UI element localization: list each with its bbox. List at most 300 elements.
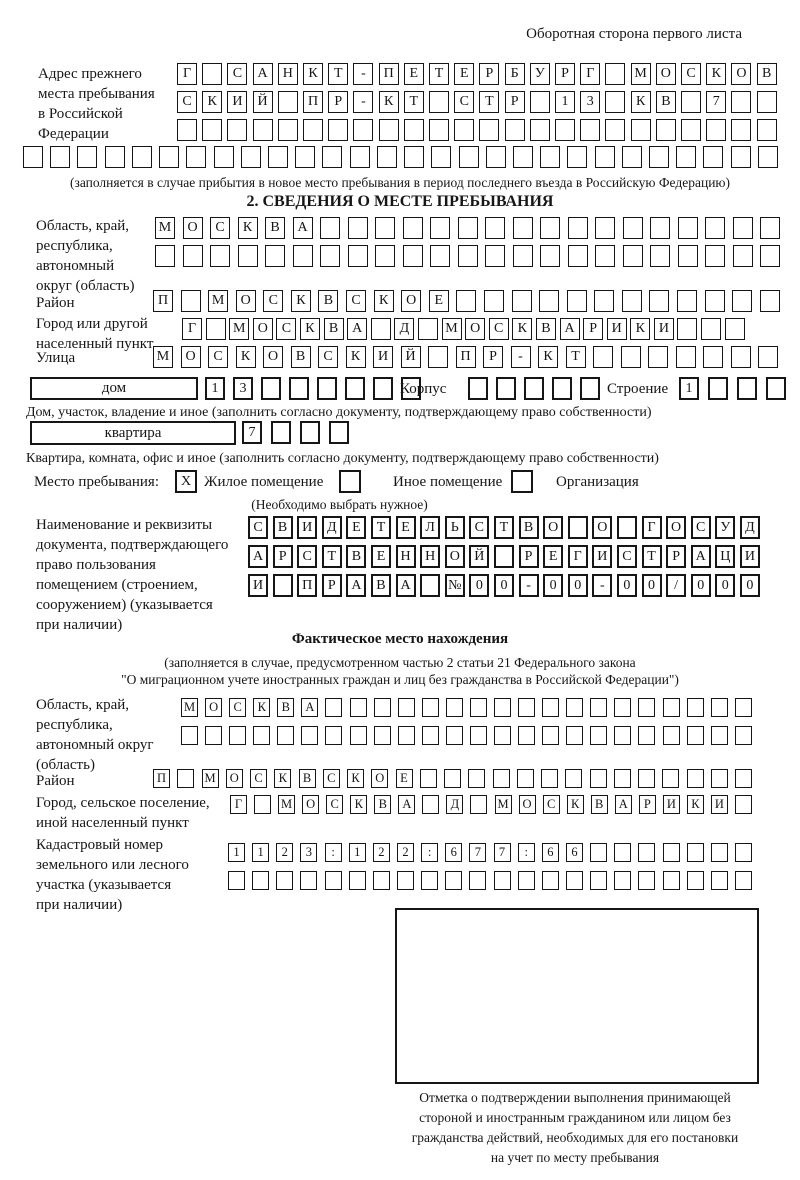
char-cell[interactable] — [271, 421, 291, 444]
char-cell[interactable] — [568, 245, 588, 267]
char-cell[interactable]: Р — [555, 63, 575, 85]
char-cell[interactable]: Н — [396, 545, 416, 568]
char-cell[interactable]: 1 — [252, 843, 269, 862]
char-cell[interactable]: Й — [253, 91, 273, 113]
char-cell[interactable] — [590, 871, 607, 890]
char-cell[interactable] — [494, 698, 511, 717]
char-cell[interactable] — [530, 119, 550, 141]
char-cell[interactable]: В — [273, 516, 293, 539]
char-cell[interactable] — [737, 377, 757, 400]
char-cell[interactable]: И — [373, 346, 393, 368]
char-cell[interactable] — [375, 245, 395, 267]
char-cell[interactable]: И — [654, 318, 674, 340]
char-cell[interactable]: К — [347, 769, 364, 788]
char-cell[interactable] — [760, 290, 780, 312]
char-cell[interactable] — [580, 377, 600, 400]
char-cell[interactable] — [705, 245, 725, 267]
char-cell[interactable] — [328, 119, 348, 141]
char-cell[interactable] — [705, 290, 725, 312]
char-cell[interactable] — [420, 574, 440, 597]
char-cell[interactable]: В — [371, 574, 391, 597]
char-cell[interactable]: 3 — [580, 91, 600, 113]
char-cell[interactable] — [725, 318, 745, 340]
char-cell[interactable] — [377, 146, 397, 168]
char-cell[interactable] — [567, 290, 587, 312]
char-cell[interactable] — [430, 217, 450, 239]
char-cell[interactable]: И — [607, 318, 627, 340]
char-cell[interactable]: С — [326, 795, 343, 814]
char-cell[interactable]: А — [253, 63, 273, 85]
char-cell[interactable]: 0 — [617, 574, 637, 597]
char-cell[interactable]: В — [656, 91, 676, 113]
char-cell[interactable]: Р — [639, 795, 656, 814]
char-cell[interactable] — [277, 726, 294, 745]
char-cell[interactable]: М — [181, 698, 198, 717]
char-cell[interactable]: К — [706, 63, 726, 85]
char-cell[interactable] — [617, 516, 637, 539]
char-cell[interactable]: С — [210, 217, 230, 239]
char-cell[interactable]: В — [291, 346, 311, 368]
char-cell[interactable] — [735, 871, 752, 890]
char-cell[interactable] — [273, 574, 293, 597]
char-cell[interactable] — [373, 871, 390, 890]
char-cell[interactable] — [735, 795, 752, 814]
char-cell[interactable] — [494, 545, 514, 568]
char-cell[interactable] — [77, 146, 97, 168]
char-cell[interactable] — [486, 146, 506, 168]
char-cell[interactable]: Г — [230, 795, 247, 814]
char-cell[interactable]: Е — [396, 769, 413, 788]
char-cell[interactable] — [470, 795, 487, 814]
char-cell[interactable] — [202, 119, 222, 141]
char-cell[interactable] — [181, 726, 198, 745]
char-cell[interactable] — [513, 245, 533, 267]
char-cell[interactable] — [303, 119, 323, 141]
char-cell[interactable]: Е — [371, 545, 391, 568]
char-cell[interactable] — [631, 119, 651, 141]
char-cell[interactable]: С — [208, 346, 228, 368]
char-cell[interactable] — [459, 146, 479, 168]
char-cell[interactable] — [663, 698, 680, 717]
char-cell[interactable] — [105, 146, 125, 168]
char-cell[interactable]: К — [374, 290, 394, 312]
char-cell[interactable]: Р — [328, 91, 348, 113]
char-cell[interactable] — [677, 318, 697, 340]
char-cell[interactable] — [518, 871, 535, 890]
char-cell[interactable] — [687, 698, 704, 717]
char-cell[interactable]: Н — [420, 545, 440, 568]
char-cell[interactable]: : — [325, 843, 342, 862]
char-cell[interactable] — [687, 769, 704, 788]
char-cell[interactable]: Е — [396, 516, 416, 539]
char-cell[interactable]: Г — [177, 63, 197, 85]
char-cell[interactable]: Р — [483, 346, 503, 368]
char-cell[interactable]: 7 — [706, 91, 726, 113]
char-cell[interactable]: Г — [182, 318, 202, 340]
char-cell[interactable] — [648, 346, 668, 368]
char-cell[interactable]: 0 — [494, 574, 514, 597]
char-cell[interactable] — [430, 245, 450, 267]
char-cell[interactable]: Е — [429, 290, 449, 312]
char-cell[interactable] — [703, 146, 723, 168]
char-cell[interactable] — [349, 871, 366, 890]
char-cell[interactable] — [265, 245, 285, 267]
char-cell[interactable]: 1 — [228, 843, 245, 862]
char-cell[interactable]: М — [229, 318, 249, 340]
char-cell[interactable]: К — [567, 795, 584, 814]
char-cell[interactable] — [512, 290, 532, 312]
char-cell[interactable] — [590, 769, 607, 788]
char-cell[interactable]: М — [278, 795, 295, 814]
char-cell[interactable]: С — [177, 91, 197, 113]
char-cell[interactable] — [595, 245, 615, 267]
char-cell[interactable]: Т — [371, 516, 391, 539]
char-cell[interactable]: О — [226, 769, 243, 788]
char-cell[interactable]: О — [371, 769, 388, 788]
char-cell[interactable] — [253, 726, 270, 745]
char-cell[interactable] — [493, 769, 510, 788]
char-cell[interactable] — [650, 245, 670, 267]
apartment-type-box[interactable]: квартира — [30, 421, 236, 445]
char-cell[interactable] — [278, 91, 298, 113]
char-cell[interactable]: В — [318, 290, 338, 312]
char-cell[interactable] — [469, 871, 486, 890]
char-cell[interactable] — [404, 146, 424, 168]
char-cell[interactable] — [530, 91, 550, 113]
char-cell[interactable]: 1 — [679, 377, 699, 400]
char-cell[interactable] — [325, 871, 342, 890]
char-cell[interactable]: У — [715, 516, 735, 539]
char-cell[interactable]: И — [711, 795, 728, 814]
char-cell[interactable]: П — [379, 63, 399, 85]
char-cell[interactable] — [350, 698, 367, 717]
char-cell[interactable] — [429, 119, 449, 141]
char-cell[interactable] — [622, 290, 642, 312]
char-cell[interactable] — [470, 698, 487, 717]
char-cell[interactable] — [422, 698, 439, 717]
char-cell[interactable]: К — [379, 91, 399, 113]
char-cell[interactable]: О — [263, 346, 283, 368]
char-cell[interactable]: С — [691, 516, 711, 539]
char-cell[interactable]: А — [560, 318, 580, 340]
char-cell[interactable] — [594, 290, 614, 312]
char-cell[interactable] — [760, 217, 780, 239]
char-cell[interactable] — [398, 698, 415, 717]
char-cell[interactable] — [663, 726, 680, 745]
char-cell[interactable] — [261, 377, 281, 400]
char-cell[interactable]: О — [181, 346, 201, 368]
char-cell[interactable]: С — [318, 346, 338, 368]
char-cell[interactable]: Д — [740, 516, 760, 539]
char-cell[interactable] — [711, 726, 728, 745]
char-cell[interactable]: С — [276, 318, 296, 340]
char-cell[interactable]: Т — [429, 63, 449, 85]
char-cell[interactable]: С — [250, 769, 267, 788]
char-cell[interactable]: К — [274, 769, 291, 788]
char-cell[interactable]: К — [687, 795, 704, 814]
char-cell[interactable] — [253, 119, 273, 141]
char-cell[interactable]: О — [666, 516, 686, 539]
char-cell[interactable]: К — [303, 63, 323, 85]
char-cell[interactable] — [687, 843, 704, 862]
char-cell[interactable]: Т — [494, 516, 514, 539]
char-cell[interactable]: Р — [583, 318, 603, 340]
char-cell[interactable]: И — [663, 795, 680, 814]
char-cell[interactable] — [289, 377, 309, 400]
char-cell[interactable]: С — [469, 516, 489, 539]
char-cell[interactable]: У — [530, 63, 550, 85]
char-cell[interactable] — [517, 769, 534, 788]
char-cell[interactable] — [350, 726, 367, 745]
char-cell[interactable]: 1 — [205, 377, 225, 400]
char-cell[interactable] — [404, 119, 424, 141]
stay-type-checkbox-other-premises[interactable] — [339, 470, 361, 493]
char-cell[interactable] — [687, 726, 704, 745]
char-cell[interactable]: О — [592, 516, 612, 539]
char-cell[interactable] — [325, 726, 342, 745]
char-cell[interactable] — [542, 726, 559, 745]
char-cell[interactable]: : — [421, 843, 438, 862]
char-cell[interactable] — [254, 795, 271, 814]
char-cell[interactable] — [614, 698, 631, 717]
char-cell[interactable] — [403, 217, 423, 239]
char-cell[interactable]: К — [631, 91, 651, 113]
char-cell[interactable]: О — [731, 63, 751, 85]
char-cell[interactable]: В — [374, 795, 391, 814]
char-cell[interactable] — [484, 290, 504, 312]
char-cell[interactable] — [757, 91, 777, 113]
char-cell[interactable]: В — [265, 217, 285, 239]
char-cell[interactable] — [50, 146, 70, 168]
char-cell[interactable] — [540, 146, 560, 168]
char-cell[interactable] — [733, 245, 753, 267]
char-cell[interactable]: И — [297, 516, 317, 539]
char-cell[interactable]: И — [227, 91, 247, 113]
char-cell[interactable] — [202, 63, 222, 85]
char-cell[interactable] — [446, 726, 463, 745]
char-cell[interactable]: М — [202, 769, 219, 788]
char-cell[interactable]: М — [155, 217, 175, 239]
char-cell[interactable]: М — [442, 318, 462, 340]
char-cell[interactable]: - — [519, 574, 539, 597]
char-cell[interactable]: Д — [394, 318, 414, 340]
char-cell[interactable] — [649, 146, 669, 168]
char-cell[interactable]: 3 — [233, 377, 253, 400]
char-cell[interactable]: С — [681, 63, 701, 85]
char-cell[interactable]: В — [519, 516, 539, 539]
char-cell[interactable] — [757, 119, 777, 141]
char-cell[interactable] — [540, 217, 560, 239]
char-cell[interactable] — [676, 146, 696, 168]
char-cell[interactable]: Й — [401, 346, 421, 368]
char-cell[interactable]: / — [666, 574, 686, 597]
char-cell[interactable] — [614, 871, 631, 890]
char-cell[interactable] — [458, 245, 478, 267]
char-cell[interactable] — [241, 146, 261, 168]
char-cell[interactable]: 7 — [469, 843, 486, 862]
char-cell[interactable] — [513, 146, 533, 168]
char-cell[interactable] — [206, 318, 226, 340]
char-cell[interactable]: П — [456, 346, 476, 368]
char-cell[interactable] — [595, 146, 615, 168]
char-cell[interactable] — [735, 769, 752, 788]
char-cell[interactable]: О — [236, 290, 256, 312]
char-cell[interactable]: 0 — [642, 574, 662, 597]
char-cell[interactable]: № — [445, 574, 465, 597]
char-cell[interactable] — [132, 146, 152, 168]
char-cell[interactable] — [373, 377, 393, 400]
char-cell[interactable] — [494, 871, 511, 890]
char-cell[interactable] — [293, 245, 313, 267]
char-cell[interactable]: Р — [505, 91, 525, 113]
char-cell[interactable]: О — [205, 698, 222, 717]
char-cell[interactable]: Л — [420, 516, 440, 539]
char-cell[interactable]: - — [353, 91, 373, 113]
char-cell[interactable] — [214, 146, 234, 168]
stay-type-checkbox-organization[interactable] — [511, 470, 533, 493]
char-cell[interactable]: 2 — [373, 843, 390, 862]
char-cell[interactable] — [731, 346, 751, 368]
char-cell[interactable]: П — [297, 574, 317, 597]
char-cell[interactable] — [731, 146, 751, 168]
char-cell[interactable] — [210, 245, 230, 267]
char-cell[interactable] — [555, 119, 575, 141]
char-cell[interactable]: В — [757, 63, 777, 85]
char-cell[interactable]: 0 — [568, 574, 588, 597]
char-cell[interactable] — [238, 245, 258, 267]
char-cell[interactable]: 6 — [445, 843, 462, 862]
char-cell[interactable]: С — [323, 769, 340, 788]
char-cell[interactable]: Ь — [445, 516, 465, 539]
char-cell[interactable] — [622, 146, 642, 168]
char-cell[interactable] — [638, 843, 655, 862]
char-cell[interactable]: 7 — [242, 421, 262, 444]
char-cell[interactable]: Т — [642, 545, 662, 568]
char-cell[interactable]: К — [253, 698, 270, 717]
char-cell[interactable] — [320, 217, 340, 239]
char-cell[interactable] — [317, 377, 337, 400]
char-cell[interactable]: К — [512, 318, 532, 340]
char-cell[interactable]: 0 — [740, 574, 760, 597]
char-cell[interactable] — [252, 871, 269, 890]
char-cell[interactable] — [422, 795, 439, 814]
char-cell[interactable]: М — [153, 346, 173, 368]
char-cell[interactable] — [301, 726, 318, 745]
char-cell[interactable]: О — [183, 217, 203, 239]
char-cell[interactable]: Т — [404, 91, 424, 113]
char-cell[interactable] — [687, 871, 704, 890]
char-cell[interactable] — [638, 769, 655, 788]
char-cell[interactable]: 1 — [349, 843, 366, 862]
char-cell[interactable] — [705, 217, 725, 239]
char-cell[interactable]: С — [489, 318, 509, 340]
char-cell[interactable] — [276, 871, 293, 890]
char-cell[interactable] — [711, 871, 728, 890]
char-cell[interactable] — [590, 726, 607, 745]
char-cell[interactable] — [379, 119, 399, 141]
char-cell[interactable]: 7 — [494, 843, 511, 862]
char-cell[interactable] — [605, 91, 625, 113]
char-cell[interactable]: А — [347, 318, 367, 340]
char-cell[interactable]: Т — [328, 63, 348, 85]
char-cell[interactable] — [470, 726, 487, 745]
char-cell[interactable]: Д — [322, 516, 342, 539]
char-cell[interactable] — [155, 245, 175, 267]
char-cell[interactable] — [422, 726, 439, 745]
char-cell[interactable]: В — [346, 545, 366, 568]
char-cell[interactable] — [428, 346, 448, 368]
char-cell[interactable]: К — [346, 346, 366, 368]
char-cell[interactable] — [418, 318, 438, 340]
char-cell[interactable]: - — [592, 574, 612, 597]
char-cell[interactable]: О — [543, 516, 563, 539]
char-cell[interactable]: Р — [479, 63, 499, 85]
char-cell[interactable]: Т — [322, 545, 342, 568]
char-cell[interactable]: Й — [469, 545, 489, 568]
char-cell[interactable] — [429, 91, 449, 113]
char-cell[interactable] — [496, 377, 516, 400]
char-cell[interactable]: С — [227, 63, 247, 85]
char-cell[interactable] — [701, 318, 721, 340]
char-cell[interactable]: Е — [454, 63, 474, 85]
char-cell[interactable] — [638, 871, 655, 890]
char-cell[interactable] — [758, 146, 778, 168]
char-cell[interactable] — [590, 843, 607, 862]
char-cell[interactable]: : — [518, 843, 535, 862]
char-cell[interactable] — [552, 377, 572, 400]
char-cell[interactable]: М — [208, 290, 228, 312]
char-cell[interactable] — [711, 843, 728, 862]
char-cell[interactable] — [540, 245, 560, 267]
char-cell[interactable] — [295, 146, 315, 168]
char-cell[interactable] — [177, 769, 194, 788]
char-cell[interactable] — [766, 377, 786, 400]
char-cell[interactable] — [542, 698, 559, 717]
char-cell[interactable] — [479, 119, 499, 141]
char-cell[interactable] — [518, 726, 535, 745]
char-cell[interactable]: Н — [278, 63, 298, 85]
char-cell[interactable]: А — [346, 574, 366, 597]
char-cell[interactable] — [403, 245, 423, 267]
char-cell[interactable]: - — [353, 63, 373, 85]
char-cell[interactable] — [735, 843, 752, 862]
char-cell[interactable]: Г — [568, 545, 588, 568]
char-cell[interactable]: 0 — [715, 574, 735, 597]
char-cell[interactable] — [513, 217, 533, 239]
char-cell[interactable] — [541, 769, 558, 788]
char-cell[interactable] — [614, 769, 631, 788]
char-cell[interactable] — [205, 726, 222, 745]
char-cell[interactable] — [505, 119, 525, 141]
char-cell[interactable]: Р — [273, 545, 293, 568]
char-cell[interactable] — [518, 698, 535, 717]
char-cell[interactable]: В — [591, 795, 608, 814]
char-cell[interactable] — [421, 871, 438, 890]
char-cell[interactable]: 2 — [397, 843, 414, 862]
char-cell[interactable]: С — [617, 545, 637, 568]
char-cell[interactable] — [593, 346, 613, 368]
char-cell[interactable] — [711, 698, 728, 717]
char-cell[interactable] — [320, 245, 340, 267]
char-cell[interactable] — [638, 726, 655, 745]
char-cell[interactable]: С — [346, 290, 366, 312]
char-cell[interactable] — [656, 119, 676, 141]
char-cell[interactable]: С — [229, 698, 246, 717]
char-cell[interactable] — [446, 698, 463, 717]
char-cell[interactable] — [374, 726, 391, 745]
char-cell[interactable]: В — [299, 769, 316, 788]
char-cell[interactable]: К — [291, 290, 311, 312]
